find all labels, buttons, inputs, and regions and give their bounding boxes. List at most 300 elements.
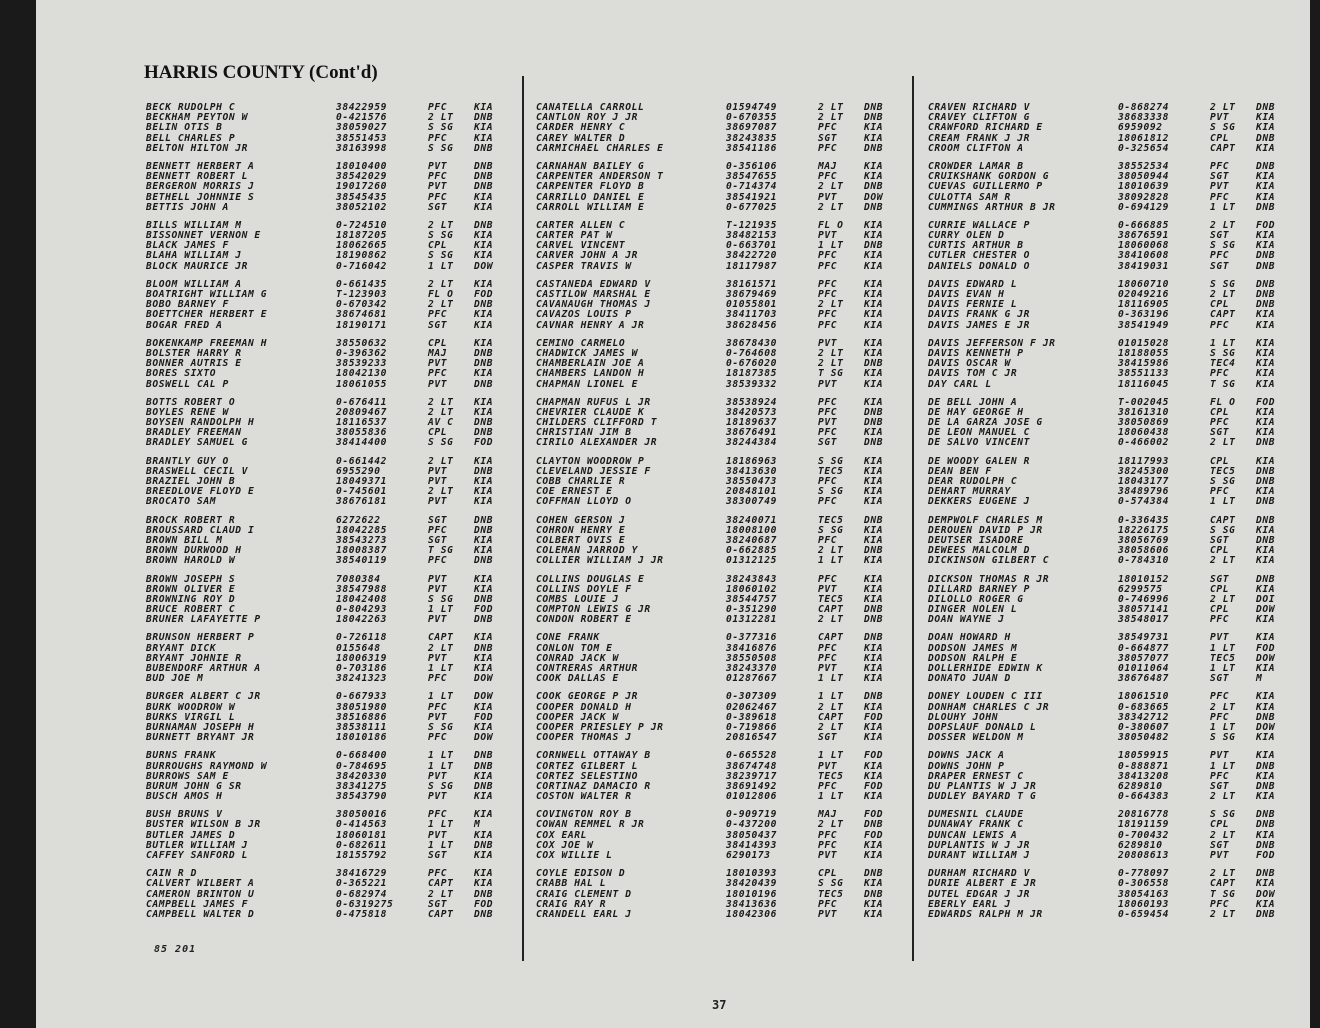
casualty-entry — [928, 438, 1308, 448]
entry-status: KIA — [474, 583, 494, 595]
entry-rank: 2 LT — [1210, 829, 1236, 841]
casualty-entry — [536, 733, 916, 743]
entry-status: DNB — [864, 240, 884, 252]
entry-serial-number: 38489796 — [1118, 486, 1170, 498]
entry-status: KIA — [864, 250, 884, 262]
entry-status: KIA — [864, 465, 884, 477]
entry-group — [928, 751, 1308, 802]
entry-serial-number: 38420330 — [336, 770, 388, 782]
entry-serial-number: 01015028 — [1118, 337, 1170, 349]
entry-serial-number: 38422959 — [336, 102, 388, 113]
entry-serial-number: 0-804293 — [336, 604, 388, 616]
casualty-entry — [536, 321, 916, 331]
entry-status: DNB — [474, 593, 494, 605]
entry-status: KIA — [474, 701, 494, 713]
entry-name: DE LEON MANUEL C — [928, 428, 1031, 439]
casualty-entry — [146, 497, 526, 507]
entry-rank: 1 LT — [428, 819, 454, 831]
entry-name: COMPTON LEWIS G JR — [536, 605, 651, 616]
entry-serial-number: 0-682611 — [336, 839, 388, 851]
casualty-entry — [146, 369, 526, 379]
entry-name: BRAZIEL JOHN B — [146, 477, 236, 487]
casualty-entry — [146, 733, 526, 743]
entry-serial-number: 38414400 — [336, 437, 388, 449]
entry-status: DNB — [864, 437, 884, 449]
entry-serial-number: 38341275 — [336, 780, 388, 792]
casualty-entry — [146, 262, 526, 272]
entry-rank: 1 LT — [428, 663, 454, 674]
entry-name: BISSONNET VERNON E — [146, 231, 261, 242]
entry-status: KIA — [474, 191, 494, 203]
entry-serial-number: 0-778097 — [1118, 868, 1170, 880]
entry-serial-number: 38059027 — [336, 122, 388, 134]
entry-rank: PVT — [818, 760, 838, 772]
roster-column-1 — [146, 103, 526, 928]
entry-name: CAIN R D — [146, 869, 198, 880]
entry-name: DOAN WAYNE J — [928, 615, 1005, 626]
entry-serial-number: 38239717 — [726, 770, 778, 782]
entry-rank: SGT — [1210, 171, 1230, 183]
entry-rank: PVT — [428, 573, 448, 585]
casualty-entry — [536, 615, 916, 625]
entry-name: COOK DALLAS E — [536, 674, 619, 685]
entry-name: BOATRIGHT WILLIAM G — [146, 290, 268, 300]
entry-status: DOI — [1256, 593, 1276, 605]
entry-serial-number: 38243835 — [726, 132, 778, 144]
entry-rank: S SG — [818, 524, 844, 536]
entry-status: KIA — [864, 732, 884, 744]
entry-serial-number: 38544757 — [726, 593, 778, 605]
entry-status: FOD — [864, 809, 884, 821]
entry-serial-number: 0-676020 — [726, 358, 778, 370]
entry-serial-number: 18043177 — [1118, 476, 1170, 487]
entry-rank: S SG — [428, 780, 454, 792]
entry-status: KIA — [1256, 368, 1276, 380]
entry-status: KIA — [864, 122, 884, 134]
entry-rank: PFC — [818, 122, 838, 134]
entry-name: CHEVRIER CLAUDE K — [536, 407, 645, 418]
entry-rank: PFC — [818, 898, 838, 910]
entry-name: CHAPMAN RUFUS L JR — [536, 397, 651, 408]
entry-name: DAVIS JEFFERSON F JR — [928, 338, 1056, 349]
entry-status: KIA — [864, 701, 884, 713]
entry-serial-number: 38413208 — [1118, 770, 1170, 782]
entry-status: KIA — [1256, 555, 1276, 567]
entry-serial-number: 38414393 — [726, 839, 778, 851]
entry-serial-number: 0-356106 — [726, 160, 778, 172]
entry-rank: SGT — [1210, 839, 1230, 851]
entry-rank: PVT — [818, 908, 838, 920]
entry-status: KIA — [864, 289, 884, 300]
entry-serial-number: 18060710 — [1118, 278, 1170, 290]
entry-name: DAVIS EVAN H — [928, 290, 1005, 300]
entry-status: DNB — [1256, 868, 1276, 880]
entry-serial-number: 38416729 — [336, 868, 388, 880]
entry-serial-number: 0-574384 — [1118, 496, 1170, 508]
entry-name: DAVIS FRANK G JR — [928, 310, 1031, 321]
entry-group — [146, 575, 526, 626]
entry-serial-number: 18060102 — [726, 583, 778, 595]
entry-rank: 2 LT — [818, 614, 844, 626]
entry-rank: PFC — [818, 142, 838, 154]
entry-serial-number: 38413636 — [726, 898, 778, 910]
entry-rank: CPL — [1210, 132, 1230, 144]
entry-name: CASTILOW MARSHAL E — [536, 290, 651, 300]
entry-rank: SGT — [1210, 780, 1230, 792]
entry-rank: 2 LT — [428, 278, 454, 290]
entry-status: KIA — [474, 652, 494, 664]
entry-serial-number: 38539233 — [336, 358, 388, 370]
casualty-entry — [536, 751, 916, 761]
entry-rank: CPL — [1210, 583, 1230, 595]
entry-serial-number: 38550508 — [726, 652, 778, 664]
entry-rank: TEC5 — [1210, 652, 1236, 664]
roster-column-3 — [928, 103, 1308, 928]
entry-rank: 2 LT — [1210, 102, 1236, 113]
entry-name: BURNS FRANK — [146, 751, 217, 762]
entry-serial-number: 18061510 — [1118, 691, 1170, 703]
entry-serial-number: 6289810 — [1118, 839, 1163, 851]
entry-status: KIA — [1256, 455, 1276, 467]
entry-name: CAVANAUGH THOMAS J — [536, 300, 651, 311]
entry-name: COHEN GERSON J — [536, 515, 626, 526]
entry-status: KIA — [864, 378, 884, 390]
entry-rank: S SG — [1210, 809, 1236, 821]
entry-serial-number: 38413630 — [726, 465, 778, 477]
entry-name: DAY CARL L — [928, 379, 992, 390]
entry-group — [536, 692, 916, 743]
entry-status: DNB — [1256, 260, 1276, 272]
entry-status: KIA — [864, 583, 884, 595]
entry-status: DNB — [1256, 250, 1276, 262]
entry-name: DEROUEN DAVID P JR — [928, 525, 1043, 536]
casualty-entry — [146, 380, 526, 390]
entry-name: CAMERON BRINTON U — [146, 889, 255, 900]
entry-name: BROUSSARD CLAUD I — [146, 525, 255, 536]
entry-serial-number: 18060181 — [336, 829, 388, 841]
entry-serial-number: 18042306 — [726, 908, 778, 920]
entry-rank: S SG — [428, 437, 454, 449]
entry-name: BROWN OLIVER E — [146, 584, 236, 595]
entry-name: DE BELL JOHN A — [928, 397, 1018, 408]
entry-rank: S SG — [428, 593, 454, 605]
entry-rank: S SG — [428, 230, 454, 242]
entry-serial-number: 38243370 — [726, 663, 778, 674]
entry-name: CANTLON ROY J JR — [536, 113, 639, 124]
entry-name: DOWNS JACK A — [928, 751, 1005, 762]
entry-name: CUTLER CHESTER O — [928, 251, 1031, 262]
entry-rank: 2 LT — [818, 545, 844, 557]
entry-status: KIA — [1256, 632, 1276, 644]
entry-rank: 2 LT — [818, 112, 844, 124]
casualty-entry — [146, 438, 526, 448]
entry-serial-number: 38551133 — [1118, 368, 1170, 380]
entry-rank: PVT — [428, 829, 448, 841]
casualty-entry — [536, 674, 916, 684]
entry-group — [146, 339, 526, 390]
entry-serial-number: 38410608 — [1118, 250, 1170, 262]
entry-name: DICKINSON GILBERT C — [928, 556, 1050, 567]
entry-rank: MAJ — [818, 809, 838, 821]
entry-serial-number: 0-700432 — [1118, 829, 1170, 841]
entry-rank: PFC — [1210, 160, 1230, 172]
entry-status: KIA — [864, 791, 884, 803]
entry-status: KIA — [474, 878, 494, 890]
entry-serial-number: 18061812 — [1118, 132, 1170, 144]
entry-rank: 2 LT — [818, 201, 844, 213]
entry-name: BROWNING ROY D — [146, 594, 236, 605]
entry-serial-number: 38422720 — [726, 250, 778, 262]
entry-rank: PVT — [428, 770, 448, 782]
entry-serial-number: 0-664877 — [1118, 642, 1170, 654]
entry-serial-number: T-123903 — [336, 289, 388, 300]
entry-name: DLOUHY JOHN — [928, 712, 999, 723]
entry-status: DNB — [864, 102, 884, 113]
entry-name: DONHAM CHARLES C JR — [928, 702, 1050, 713]
entry-status: KIA — [474, 230, 494, 242]
entry-rank: PVT — [818, 417, 838, 429]
entry-name: COLEMAN JARROD Y — [536, 546, 639, 557]
entry-rank: PFC — [1210, 417, 1230, 429]
entry-serial-number: 38245300 — [1118, 465, 1170, 477]
entry-serial-number: 38342712 — [1118, 711, 1170, 723]
entry-group — [536, 221, 916, 272]
entry-rank: PFC — [818, 171, 838, 183]
entry-serial-number: 38054163 — [1118, 888, 1170, 900]
entry-serial-number: 0-703186 — [336, 663, 388, 674]
entry-name: COX JOE W — [536, 840, 594, 851]
roster-column-2 — [536, 103, 916, 928]
entry-rank: SGT — [428, 534, 448, 546]
entry-status: KIA — [474, 201, 494, 213]
entry-name: CRAWFORD RICHARD E — [928, 123, 1043, 134]
entry-status: KIA — [864, 524, 884, 536]
casualty-entry — [536, 556, 916, 566]
entry-name: BRADLEY FREEMAN — [146, 428, 242, 439]
entry-rank: 2 LT — [1210, 868, 1236, 880]
entry-status: KIA — [864, 132, 884, 144]
entry-status: DOW — [474, 732, 494, 744]
entry-rank: SGT — [1210, 260, 1230, 272]
entry-status: DNB — [474, 142, 494, 154]
entry-rank: S SG — [1210, 240, 1236, 252]
entry-serial-number: 6290173 — [726, 850, 771, 861]
entry-rank: 1 LT — [428, 760, 454, 772]
entry-rank: PFC — [428, 673, 448, 685]
entry-status: KIA — [474, 809, 494, 821]
entry-serial-number: 38548017 — [1118, 614, 1170, 626]
entry-serial-number: 38055836 — [336, 427, 388, 439]
entry-status: KIA — [864, 898, 884, 910]
entry-status: DOW — [1256, 652, 1276, 664]
entry-status: DNB — [474, 347, 494, 359]
entry-name: COOK GEORGE P JR — [536, 692, 639, 703]
entry-name: BENNETT HERBERT A — [146, 161, 255, 172]
entry-serial-number: 38549731 — [1118, 632, 1170, 644]
entry-status: KIA — [1256, 406, 1276, 418]
entry-group — [928, 280, 1308, 331]
entry-serial-number: 0-306558 — [1118, 878, 1170, 890]
entry-serial-number: 38420439 — [726, 878, 778, 890]
entry-group — [928, 162, 1308, 213]
entry-status: FOD — [474, 711, 494, 723]
entry-name: DOLLERHIDE EDWIN K — [928, 664, 1043, 674]
entry-name: EDWARDS RALPH M JR — [928, 909, 1043, 920]
entry-status: KIA — [474, 455, 494, 467]
entry-serial-number: 20808613 — [1118, 850, 1170, 861]
entry-rank: S SG — [428, 721, 454, 733]
entry-rank: 2 LT — [1210, 289, 1236, 300]
entry-serial-number: 38541186 — [726, 142, 778, 154]
entry-name: COOPER DONALD H — [536, 702, 632, 713]
casualty-entry — [146, 851, 526, 861]
entry-name: DE SALVO VINCENT — [928, 438, 1031, 449]
entry-status: KIA — [474, 770, 494, 782]
entry-name: CHAMBERS LANDON H — [536, 369, 645, 380]
entry-rank: S SG — [818, 486, 844, 498]
entry-name: BOETTCHER HERBERT E — [146, 310, 268, 321]
entry-status: DOW — [474, 260, 494, 272]
entry-rank: MAJ — [818, 160, 838, 172]
entry-serial-number: 18190171 — [336, 319, 388, 331]
entry-serial-number: 18191159 — [1118, 819, 1170, 831]
entry-name: CARTER ALLEN C — [536, 220, 626, 231]
entry-status: DNB — [1256, 809, 1276, 821]
entry-name: CHRISTIAN JIM B — [536, 428, 632, 439]
entry-rank: PVT — [818, 663, 838, 674]
entry-status: KIA — [1256, 191, 1276, 203]
casualty-entry — [536, 182, 916, 192]
entry-rank: PFC — [428, 309, 448, 321]
entry-status: DNB — [1256, 760, 1276, 772]
entry-status: DNB — [1256, 819, 1276, 831]
entry-name: BROWN JOSEPH S — [146, 574, 236, 585]
entry-name: CRANDELL EARL J — [536, 909, 632, 920]
entry-name: BURROUGHS RAYMOND W — [146, 761, 268, 772]
entry-status: KIA — [474, 122, 494, 134]
entry-status: KIA — [864, 486, 884, 498]
entry-rank: PVT — [428, 496, 448, 508]
entry-name: DUTEL EDGAR J JR — [928, 889, 1031, 900]
entry-status: DNB — [474, 465, 494, 477]
entry-rank: PVT — [818, 337, 838, 349]
entry-serial-number: 18190862 — [336, 250, 388, 262]
entry-status: KIA — [474, 319, 494, 331]
entry-rank: PFC — [818, 427, 838, 439]
casualty-entry — [928, 615, 1308, 625]
entry-rank: PFC — [1210, 486, 1230, 498]
entry-rank: 2 LT — [428, 642, 454, 654]
entry-serial-number: 38056769 — [1118, 534, 1170, 546]
entry-rank: CPL — [1210, 299, 1230, 311]
entry-status: KIA — [864, 721, 884, 733]
entry-name: BLOOM WILLIAM A — [146, 279, 242, 290]
entry-name: CULOTTA SAM R — [928, 192, 1011, 203]
entry-name: DAVIS OSCAR W — [928, 359, 1011, 370]
entry-status: DNB — [474, 514, 494, 526]
entry-rank: 2 LT — [1210, 908, 1236, 920]
entry-name: DEUTSER ISADORE — [928, 535, 1024, 546]
entry-status: KIA — [474, 663, 494, 674]
entry-rank: 2 LT — [818, 347, 844, 359]
entry-status: FOD — [1256, 642, 1276, 654]
entry-status: FOD — [474, 289, 494, 300]
entry-group — [146, 751, 526, 802]
entry-name: CARDER HENRY C — [536, 123, 626, 134]
entry-status: DNB — [864, 358, 884, 370]
entry-status: DNB — [864, 181, 884, 193]
entry-name: DINGER NOLEN L — [928, 605, 1018, 616]
entry-group — [928, 339, 1308, 390]
entry-serial-number: 18155792 — [336, 850, 388, 861]
entry-serial-number: 0-745601 — [336, 486, 388, 498]
entry-status: KIA — [864, 309, 884, 321]
entry-name: COVINGTON ROY B — [536, 810, 632, 821]
entry-rank: PFC — [818, 829, 838, 841]
entry-name: CAMPBELL JAMES F — [146, 899, 249, 910]
entry-rank: PFC — [818, 309, 838, 321]
entry-name: BROWN HAROLD W — [146, 556, 236, 567]
entry-name: DONEY LOUDEN C III — [928, 692, 1043, 703]
entry-serial-number: 18010196 — [726, 888, 778, 900]
entry-rank: 2 LT — [1210, 437, 1236, 449]
entry-status: DNB — [1256, 201, 1276, 213]
entry-serial-number: 18186963 — [726, 455, 778, 467]
entry-serial-number: 18010152 — [1118, 573, 1170, 585]
entry-rank: 2 LT — [1210, 555, 1236, 567]
entry-rank: 1 LT — [818, 691, 844, 703]
entry-status: KIA — [474, 721, 494, 733]
entry-status: KIA — [1256, 878, 1276, 890]
entry-rank: T SG — [428, 545, 454, 557]
entry-name: BLACK JAMES F — [146, 241, 229, 252]
entry-serial-number: 18042263 — [336, 614, 388, 626]
entry-status: KIA — [474, 534, 494, 546]
entry-name: CARTER PAT W — [536, 231, 613, 242]
entry-status: FOD — [864, 711, 884, 723]
page-title: HARRIS COUNTY (Cont'd) — [144, 62, 378, 83]
casualty-entry — [536, 203, 916, 213]
entry-rank: PVT — [428, 378, 448, 390]
entry-name: CONDON ROBERT E — [536, 615, 632, 626]
entry-group — [928, 575, 1308, 626]
entry-status: DNB — [474, 555, 494, 567]
entry-status: DNB — [1256, 496, 1276, 508]
casualty-entry — [146, 792, 526, 802]
entry-name: DU PLANTIS W J JR — [928, 781, 1037, 792]
entry-rank: TEC5 — [818, 888, 844, 900]
entry-group — [536, 280, 916, 331]
entry-serial-number: 0-661435 — [336, 278, 388, 290]
entry-rank: 1 LT — [428, 839, 454, 851]
casualty-entry — [146, 182, 526, 192]
entry-serial-number: 38538924 — [726, 396, 778, 408]
entry-serial-number: 0-682974 — [336, 888, 388, 900]
entry-name: BUSCH AMOS H — [146, 792, 223, 803]
casualty-entry — [928, 321, 1308, 331]
entry-rank: 2 LT — [818, 819, 844, 831]
entry-rank: FL O — [818, 219, 844, 231]
entry-serial-number: 38050944 — [1118, 171, 1170, 183]
entry-group — [146, 103, 526, 154]
entry-name: BRUCE ROBERT C — [146, 605, 236, 616]
entry-status: FOD — [1256, 850, 1276, 861]
entry-status: DNB — [1256, 534, 1276, 546]
entry-status: KIA — [864, 850, 884, 861]
entry-rank: S SG — [1210, 476, 1236, 487]
entry-serial-number: 38547655 — [726, 171, 778, 183]
entry-rank: 2 LT — [1210, 593, 1236, 605]
